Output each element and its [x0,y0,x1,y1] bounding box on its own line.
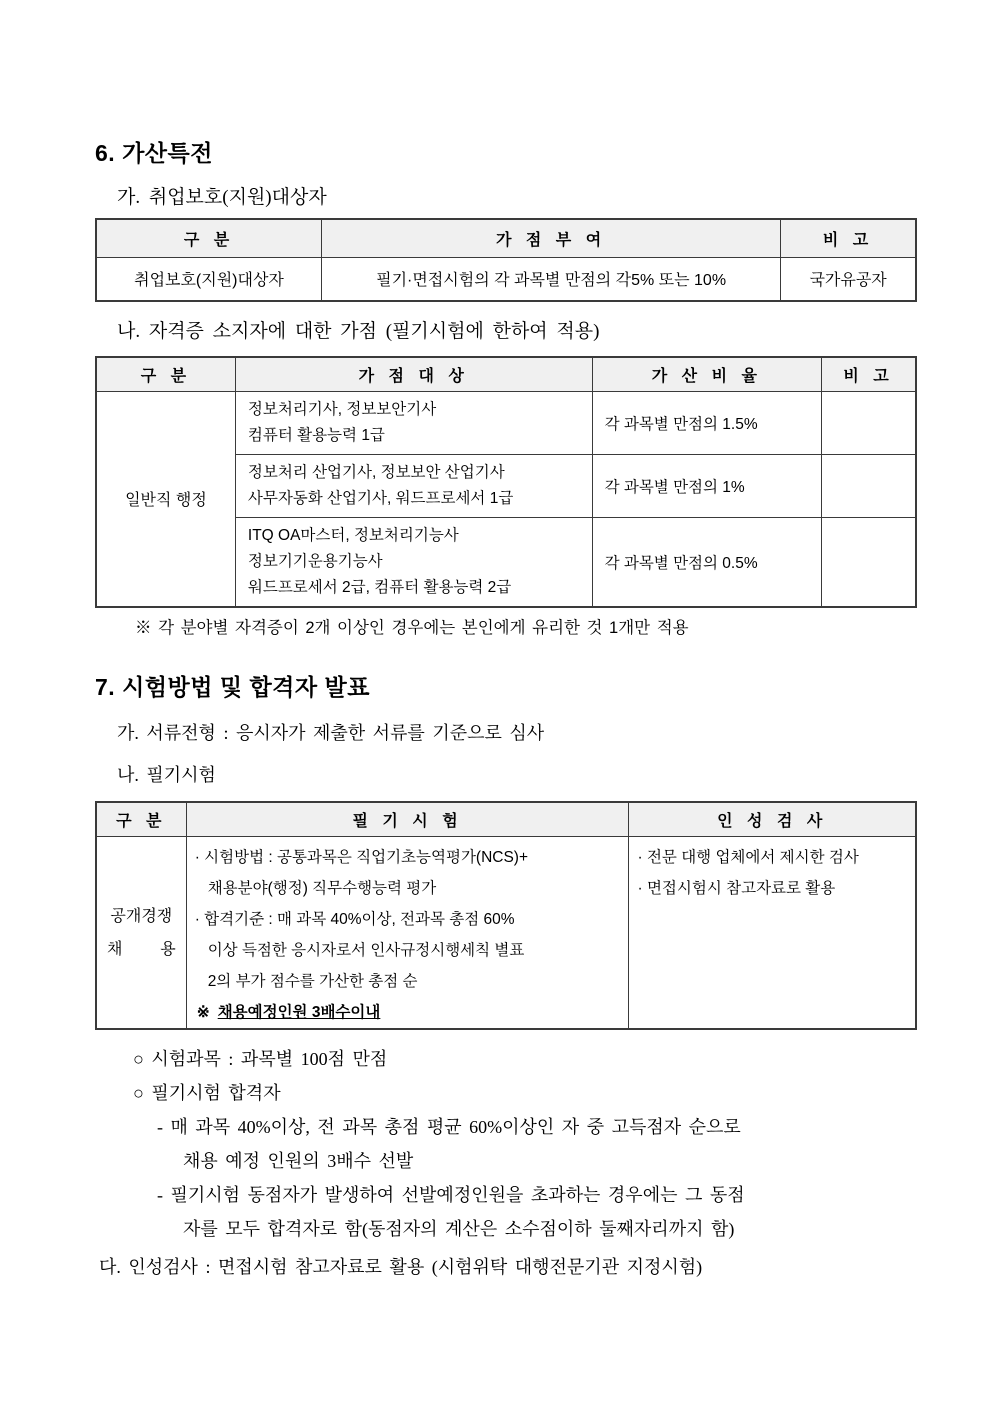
column-header-category: 구 분 [96,802,186,837]
column-header-ratio: 가 산 비 율 [592,357,822,391]
target-line: 정보처리기사, 정보보안기사 [247,400,437,418]
section-7-notes [95,1042,917,1284]
table-row [96,837,916,1030]
section-7c-item: 다. 인성검사 : 면접시험 참고자료로 활용 (시험위탁 대행전문기관 지정시험) [99,1257,703,1277]
cell-note: 국가유공자 [781,257,916,301]
column-header-target: 가 점 대 상 [235,357,592,391]
section-7a-item: 가. 서류전형 : 응시자가 제출한 서류를 기준으로 심사 [117,722,545,743]
written-exam-line: 2의 부가 점수를 가산한 총점 순 [207,973,418,990]
target-line: ITQ OA마스터, 정보처리기능사 [247,526,459,544]
target-line: 사무자동화 산업기사, 워드프로세서 1급 [247,489,514,507]
written-exam-line: 채용분야(행정) 직무수행능력 평가 [207,880,437,897]
target-line: 정보처리 산업기사, 정보보안 산업기사 [247,463,505,481]
section-7-heading: 7. 시험방법 및 합격자 발표 [95,673,370,700]
recruitment-type-line: 공개경쟁 [110,907,173,925]
table-header-row [96,357,916,391]
section-7b-item: 나. 필기시험 [117,764,216,785]
column-header-written-exam: 필 기 시 험 [186,802,629,837]
target-line: 정보기기운용기능사 [247,552,383,570]
cell-bonus: 필기·면접시험의 각 과목별 만점의 각5% 또는 10% [322,257,781,301]
cell-target [235,517,592,607]
cell-ratio: 각 과목별 만점의 0.5% [592,517,822,607]
cell-recruitment-type [96,837,186,1030]
cell-note [822,454,916,517]
personality-test-line: · 전문 대행 업체에서 제시한 검사 [637,849,859,866]
cell-written-exam-details [186,837,629,1030]
table-header-row [96,802,916,837]
cell-personality-test-details [629,837,916,1030]
target-line: 컴퓨터 활용능력 1급 [247,426,385,444]
cell-target [235,454,592,517]
cell-note [822,517,916,607]
cell-note [822,391,916,454]
recruitment-type-line: 채 용 [107,940,176,958]
written-exam-line: 이상 득점한 응시자로서 인사규정시행세칙 별표 [207,942,525,959]
table-row [96,391,916,454]
written-exam-line: · 시험방법 : 공통과목은 직업기초능역평가(NCS)+ [194,849,529,866]
tie-breaker-line: 자를 모두 합격자로 함(동점자의 계산은 소수점이하 둘째자리까지 함) [183,1219,735,1239]
cell-ratio: 각 과목별 만점의 1% [592,454,822,517]
pass-criteria-line: 채용 예정 인원의 3배수 선발 [183,1151,414,1171]
table-header-row [96,219,916,257]
cell-category: 취업보호(지원)대상자 [96,257,322,301]
note-marker: ※ [196,1004,210,1021]
written-exam-pass-bullet: ○ 필기시험 합격자 [133,1083,281,1103]
personality-test-line: · 면접시험시 참고자료로 활용 [637,880,836,897]
pass-criteria-line: - 매 과목 40%이상, 전 과목 총점 평균 60%이상인 자 중 고득점자 순으로 [157,1117,741,1137]
cell-group-label: 일반직 행정 [96,391,235,607]
section-6a-heading: 가. 취업보호(지원)대상자 [117,187,327,208]
column-header-personality-test: 인 성 검 사 [629,802,916,837]
written-exam-table [95,801,917,1031]
table-row [96,257,916,301]
note-underlined-text: 채용예정인원 3배수이내 [217,1004,381,1021]
column-header-note: 비 고 [822,357,916,391]
certificate-table-footnote: ※ 각 분야별 자격증이 2개 이상인 경우에는 본인에게 유리한 것 1개만 적용 [135,618,689,637]
tie-breaker-line: - 필기시험 동점자가 발생하여 선발예정인원을 초과하는 경우에는 그 동점 [157,1185,745,1205]
certificate-bonus-table [95,356,917,608]
cell-target [235,391,592,454]
written-exam-note [195,997,621,1028]
employment-protection-table [95,218,917,302]
column-header-category: 구 분 [96,357,235,391]
column-header-bonus: 가 점 부 여 [322,219,781,257]
cell-ratio: 각 과목별 만점의 1.5% [592,391,822,454]
section-6-heading: 6. 가산특전 [95,140,213,166]
column-header-category: 구 분 [96,219,322,257]
target-line: 워드프로세서 2급, 컴퓨터 활용능력 2급 [247,578,512,596]
section-6b-heading: 나. 자격증 소지자에 대한 가점 (필기시험에 한하여 적용) [117,321,600,342]
document-content [95,0,917,1284]
written-exam-line: · 합격기준 : 매 과목 40%이상, 전과목 총점 60% [194,911,515,928]
exam-subjects-bullet: ○ 시험과목 : 과목별 100점 만점 [133,1049,388,1069]
column-header-note: 비 고 [781,219,916,257]
